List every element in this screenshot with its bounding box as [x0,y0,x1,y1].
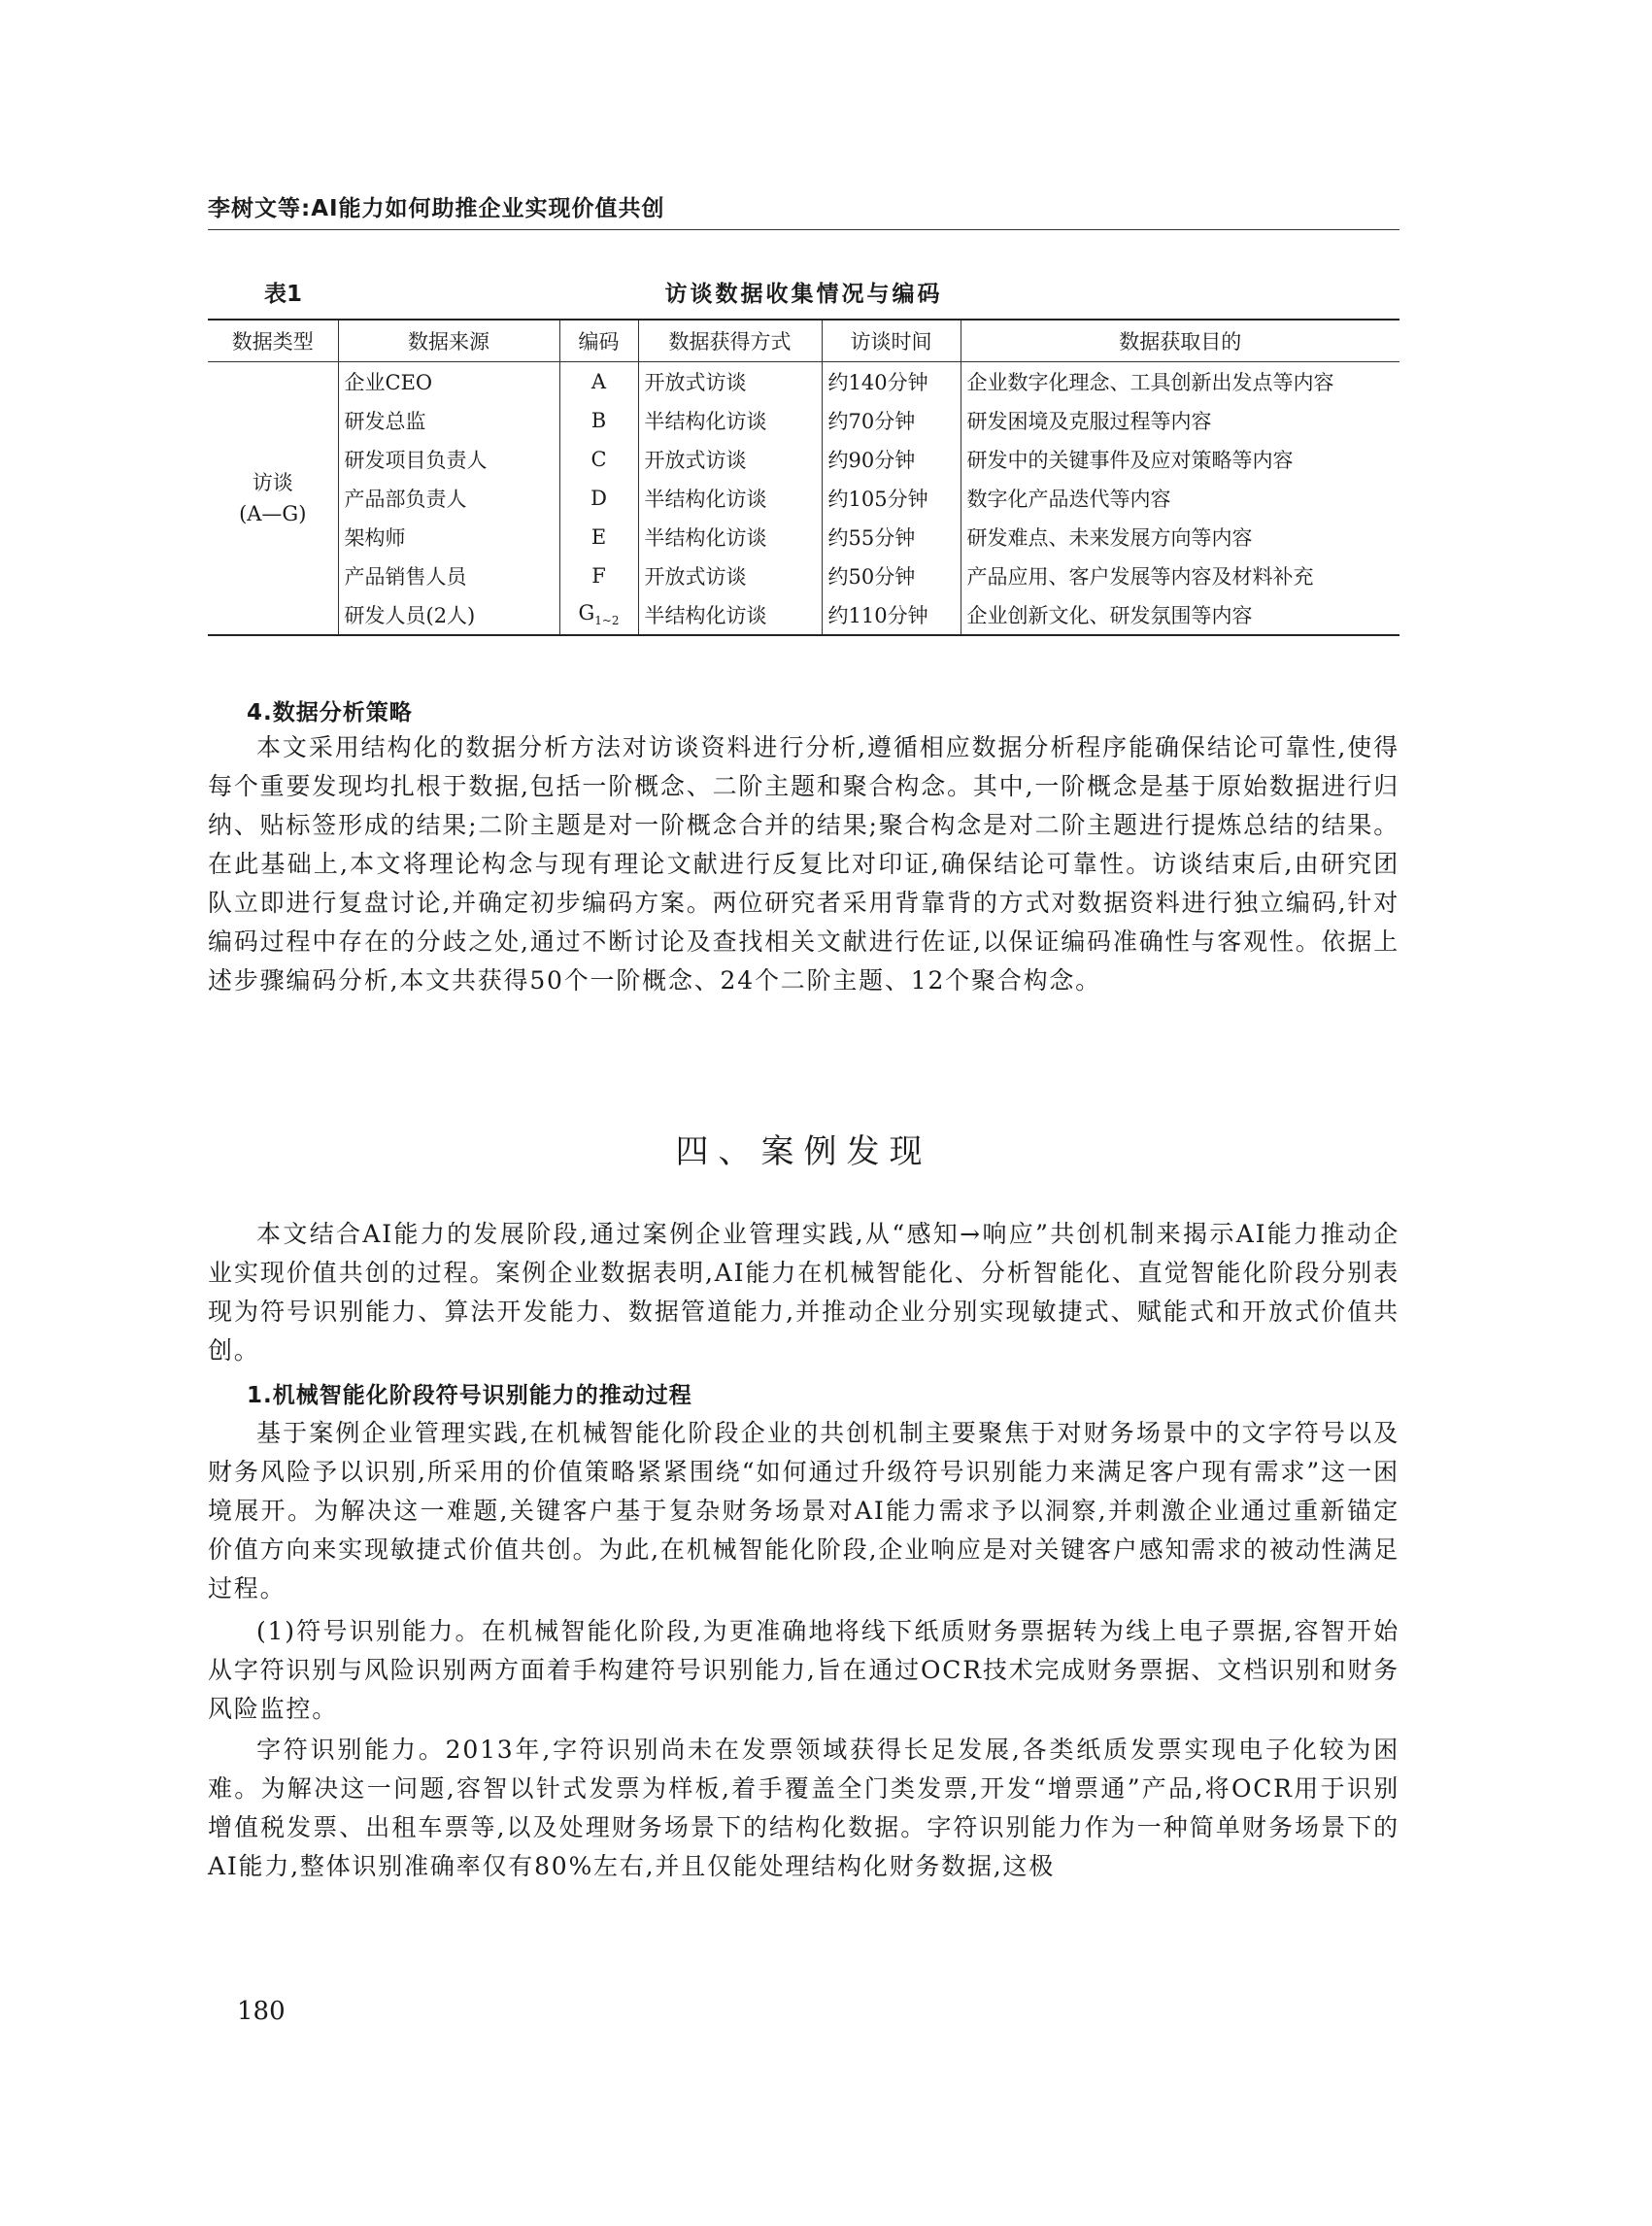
chapter-heading: 四、案例发现 [675,1132,932,1171]
purpose-cell: 研发中的关键事件及应对策略等内容 [961,440,1399,479]
section-heading-mechanical: 1.机械智能化阶段符号识别能力的推动过程 [247,1383,692,1408]
column-header: 访谈时间 [822,320,961,362]
code-cell: E [559,518,638,556]
table-caption [208,276,1399,309]
time-cell: 约105分钟 [822,479,961,518]
time-cell: 约110分钟 [822,595,961,635]
table-title: 访谈数据收集情况与编码 [664,282,943,307]
time-cell: 约55分钟 [822,518,961,556]
code-cell: C [559,440,638,479]
paragraph-character-recognition: 字符识别能力。2013年,字符识别尚未在发票领域获得长足发展,各类纸质发票实现电子化较为困难。为解决这一问题,容智以针式发票为样板,着手覆盖全门类发票,开发“增票通”产品,将OCR用于识别增值税发票、出租车票等,以及处理财务场景下的结构化数据。字符识别能力作为一种简单财务场景下的AI能力,整体识别准确率仅有80%左右,并且仅能处理结构化财务数据,这极 [208,1736,1399,1880]
source-cell: 架构师 [338,518,559,556]
table-number: 表1 [264,282,303,307]
table-header-row [208,320,1399,362]
data-type-code-range: (A—G) [239,502,307,525]
column-header: 数据获得方式 [638,320,822,362]
table-row [208,479,1399,518]
purpose-cell: 研发难点、未来发展方向等内容 [961,518,1399,556]
data-type-label: 访谈 [252,471,293,494]
time-cell: 约90分钟 [822,440,961,479]
section-heading-data-analysis: 4.数据分析策略 [247,700,413,725]
code-letter: G [578,601,595,625]
header-rule [208,229,1399,230]
purpose-cell: 企业创新文化、研发氛围等内容 [961,595,1399,635]
column-header: 数据获取目的 [961,320,1399,362]
paragraph-symbol-recognition: (1)符号识别能力。在机械智能化阶段,为更准确地将线下纸质财务票据转为线上电子票据,容智开始从字符识别与风险识别两方面着手构建符号识别能力,旨在通过OCR技术完成财务票据、文档识别和财务风险监控。 [208,1617,1399,1723]
paragraph-data-analysis: 本文采用结构化的数据分析方法对访谈资料进行分析,遵循相应数据分析程序能确保结论可靠性,使得每个重要发现均扎根于数据,包括一阶概念、二阶主题和聚合构念。其中,一阶概念是基于原始数据进行归纳、贴标签形成的结果;二阶主题是对一阶概念合并的结果;聚合构念是对二阶主题进行提炼总结的结果。在此基础上,本文将理论构念与现有理论文献进行反复比对印证,确保结论可靠性。访谈结束后,由研究团队立即进行复盘讨论,并确定初步编码方案。两位研究者采用背靠背的方式对数据资料进行独立编码,针对编码过程中存在的分歧之处,通过不断讨论及查找相关文献进行佐证,以保证编码准确性与客观性。依据上述步骤编码分析,本文共获得50个一阶概念、24个二阶主题、12个聚合构念。 [208,733,1399,995]
table-row [208,556,1399,595]
column-header: 编码 [559,320,638,362]
paragraph-intro: 本文结合AI能力的发展阶段,通过案例企业管理实践,从“感知→响应”共创机制来揭示AI能力推动企业实现价值共创的过程。案例企业数据表明,AI能力在机械智能化、分析智能化、直觉智能化阶段分别表现为符号识别能力、算法开发能力、数据管道能力,并推动企业分别实现敏捷式、赋能式和开放式价值共创。 [208,1220,1399,1365]
table-row [208,518,1399,556]
column-header: 数据类型 [231,330,314,354]
code-cell: D [559,479,638,518]
method-cell: 开放式访谈 [638,440,822,479]
source-cell: 产品销售人员 [338,556,559,595]
table-row [208,595,1399,635]
code-subscript: 1~2 [594,614,620,628]
purpose-cell: 企业数字化理念、工具创新出发点等内容 [961,362,1399,402]
method-cell: 开放式访谈 [638,556,822,595]
column-header: 数据来源 [338,320,559,362]
method-cell: 半结构化访谈 [638,595,822,635]
source-cell: 研发人员(2人) [338,595,559,635]
source-cell: 产品部负责人 [338,479,559,518]
time-cell: 约50分钟 [822,556,961,595]
code-cell: A [559,362,638,402]
method-cell: 开放式访谈 [638,362,822,402]
paragraph-mechanical: 基于案例企业管理实践,在机械智能化阶段企业的共创机制主要聚焦于对财务场景中的文字符号以及财务风险予以识别,所采用的价值策略紧紧围绕“如何通过升级符号识别能力来满足客户现有需求”这一困境展开。为解决这一难题,关键客户基于复杂财务场景对AI能力需求予以洞察,并刺激企业通过重新锚定价值方向来实现敏捷式价值共创。为此,在机械智能化阶段,企业响应是对关键客户感知需求的被动性满足过程。 [208,1419,1399,1602]
code-cell [559,595,638,635]
running-header: 李树文等:AI能力如何助推企业实现价值共创 [208,196,665,221]
page-number: 180 [237,1997,286,2026]
method-cell: 半结构化访谈 [638,401,822,440]
time-cell: 约70分钟 [822,401,961,440]
data-type-cell [208,362,338,636]
method-cell: 半结构化访谈 [638,518,822,556]
code-cell: B [559,401,638,440]
table-row [208,401,1399,440]
interview-data-table [208,319,1399,636]
table-row [208,362,1399,402]
source-cell: 研发项目负责人 [338,440,559,479]
source-cell: 企业CEO [338,362,559,402]
method-cell: 半结构化访谈 [638,479,822,518]
table-row [208,440,1399,479]
code-cell: F [559,556,638,595]
source-cell: 研发总监 [338,401,559,440]
purpose-cell: 数字化产品迭代等内容 [961,479,1399,518]
time-cell: 约140分钟 [822,362,961,402]
purpose-cell: 产品应用、客户发展等内容及材料补充 [961,556,1399,595]
purpose-cell: 研发困境及克服过程等内容 [961,401,1399,440]
